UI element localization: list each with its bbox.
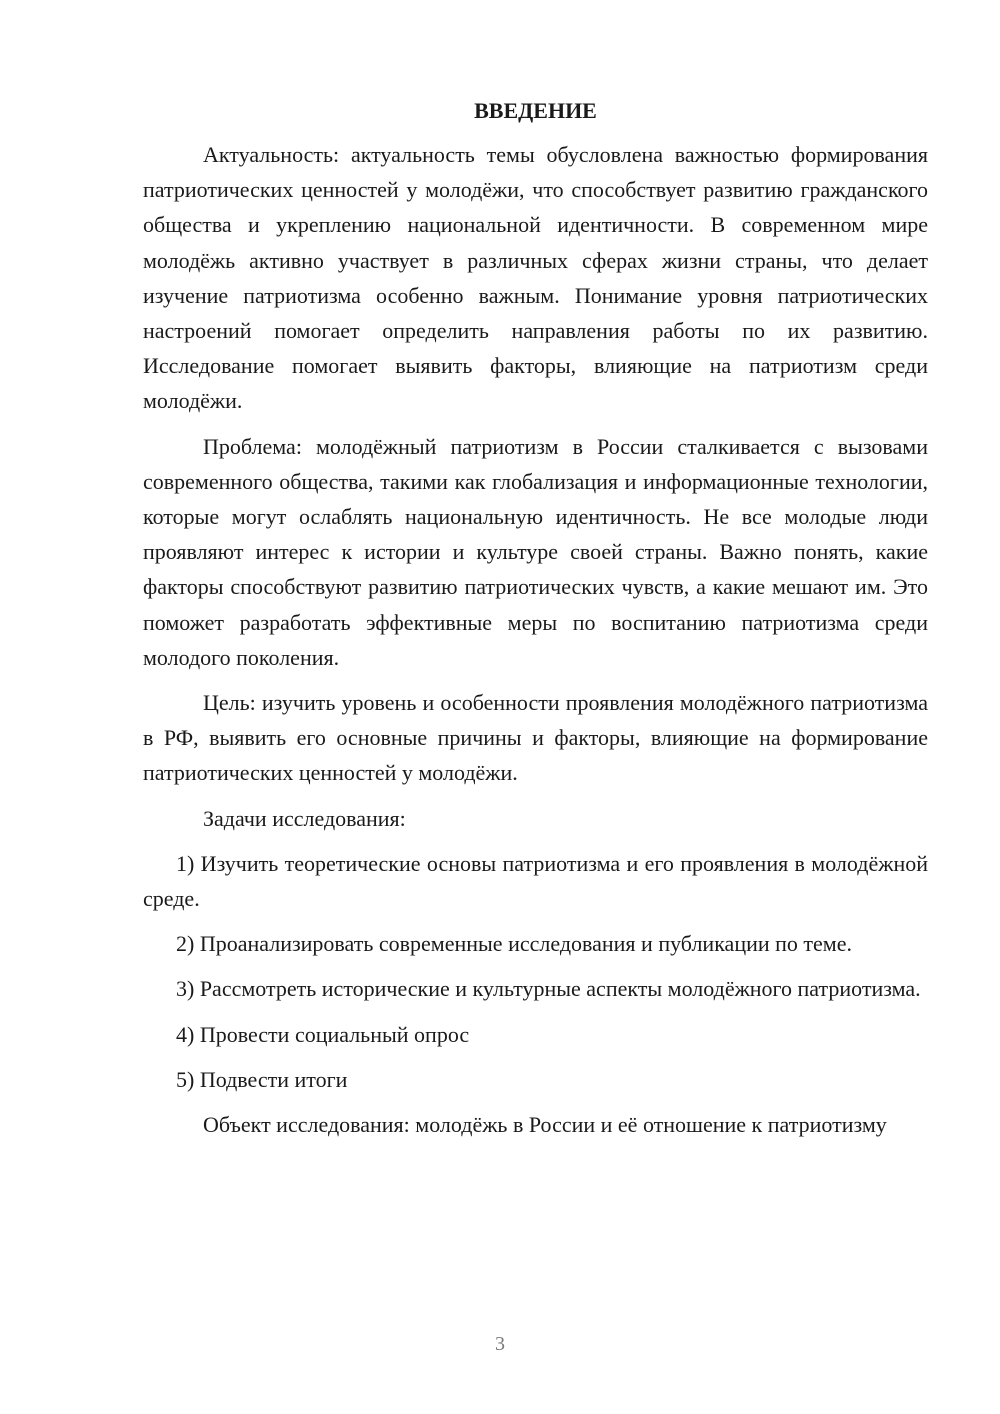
task-item: 5) Подвести итоги: [176, 1066, 348, 1092]
task-item: 3) Рассмотреть исторические и культурные аспекты молодёжного патриотизма.: [176, 976, 921, 1002]
task-item: 2) Проанализировать современные исследования и публикации по теме.: [176, 931, 852, 957]
tasks-list: [143, 846, 928, 1097]
goal-paragraph: Цель: изучить уровень и особенности проявления молодёжного патриотизма в РФ, выявить его основные причины и факторы, влияющие на формирование патриотических ценностей у молодёжи.: [143, 690, 928, 786]
tasks-title: Задачи исследования:: [203, 805, 406, 831]
section-heading: ВВЕДЕНИЕ: [474, 98, 597, 123]
relevance-paragraph: Актуальность: актуальность темы обусловлена важностью формирования патриотических ценностей у молодёжи, что способствует развитию гражданского общества и укреплению национальной идентичности. В современном мире молодёжь активно участвует в различных сферах жизни страны, что делает изучение патриотизма особенно важным. Понимание уровня патриотических настроений помогает определить направления работы по их развитию. Исследование помогает выявить факторы, влияющие на патриотизм среди молодёжи.: [143, 142, 928, 414]
page-number: 3: [495, 1333, 505, 1355]
object-paragraph: Объект исследования: молодёжь в России и её отношение к патриотизму: [203, 1112, 887, 1138]
task-item: 4) Провести социальный опрос: [176, 1021, 470, 1047]
task-item: 1) Изучить теоретические основы патриотизма и его проявления в молодёжной среде.: [143, 850, 928, 912]
document-page: [143, 95, 928, 1152]
problem-paragraph: Проблема: молодёжный патриотизм в России сталкивается с вызовами современного общества, такими как глобализация и информационные технологии, которые могут ослаблять национальную идентичность. Не все молодые люди проявляют интерес к истории и культуре своей страны. Важно понять, какие факторы способствуют развитию патриотических чувств, а какие мешают им. Это поможет разработать эффективные меры по воспитанию патриотизма среди молодого поколения.: [143, 433, 928, 670]
